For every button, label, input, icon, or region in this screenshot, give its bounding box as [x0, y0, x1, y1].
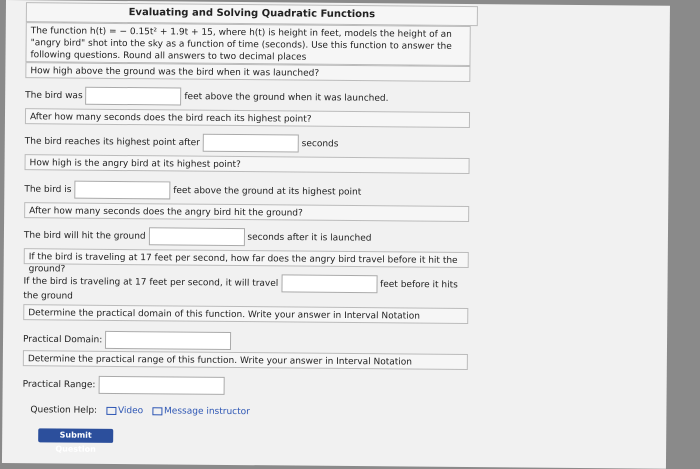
question-page: [2, 0, 670, 469]
launch-height-input[interactable]: [85, 87, 181, 106]
page-title: Evaluating and Solving Quadratic Functions: [26, 2, 478, 26]
question-7: Determine the practical range of this function. Write your answer in Interval Notation: [23, 350, 468, 370]
mail-icon: [152, 407, 162, 415]
peak-time-input[interactable]: [203, 134, 299, 153]
answer-row-1: The bird was feet above the ground when it was launched.: [25, 86, 470, 108]
submit-question-button[interactable]: Submit Question: [38, 428, 113, 443]
distance-input[interactable]: [281, 274, 377, 293]
question-4: After how many seconds does the angry bird hit the ground?: [24, 202, 469, 222]
question-3: How high is the angry bird at its highest point?: [25, 154, 470, 174]
answer-row-2: The bird reaches its highest point after seconds: [25, 132, 470, 154]
ground-time-input[interactable]: [148, 227, 244, 246]
question-1: How high above the ground was the bird when it was launched?: [25, 62, 470, 82]
question-help: Question Help: Video Message instructor: [30, 405, 250, 418]
domain-input[interactable]: [105, 331, 231, 350]
answer-row-7: Practical Range:: [23, 375, 468, 397]
question-5: If the bird is traveling at 17 feet per second, how far does the angry bird travel before it hit the ground?: [24, 248, 469, 268]
answer-row-4: The bird will hit the ground seconds after it is launched: [24, 226, 469, 248]
answer-row-6: Practical Domain:: [23, 330, 468, 352]
video-link[interactable]: Video: [106, 406, 146, 416]
question-2: After how many seconds does the bird reach its highest point?: [25, 108, 470, 128]
range-input[interactable]: [98, 376, 224, 395]
video-icon: [106, 406, 116, 414]
question-6: Determine the practical domain of this function. Write your answer in Interval Notation: [23, 304, 468, 324]
function-intro: The function h(t) = − 0.15t² + 1.9t + 15, where h(t) is height in feet, models the height of an "angry bird" shot into the sky as a function of time (seconds). Use this function to answer the following questions. Round all answers to two decimal places: [25, 22, 470, 66]
answer-row-5: If the bird is traveling at 17 feet per second, it will travel feet before it hits the ground: [23, 272, 468, 306]
message-instructor-link[interactable]: Message instructor: [152, 406, 250, 417]
peak-height-input[interactable]: [74, 181, 170, 200]
answer-row-3: The bird is feet above the ground at its highest point: [24, 180, 469, 202]
